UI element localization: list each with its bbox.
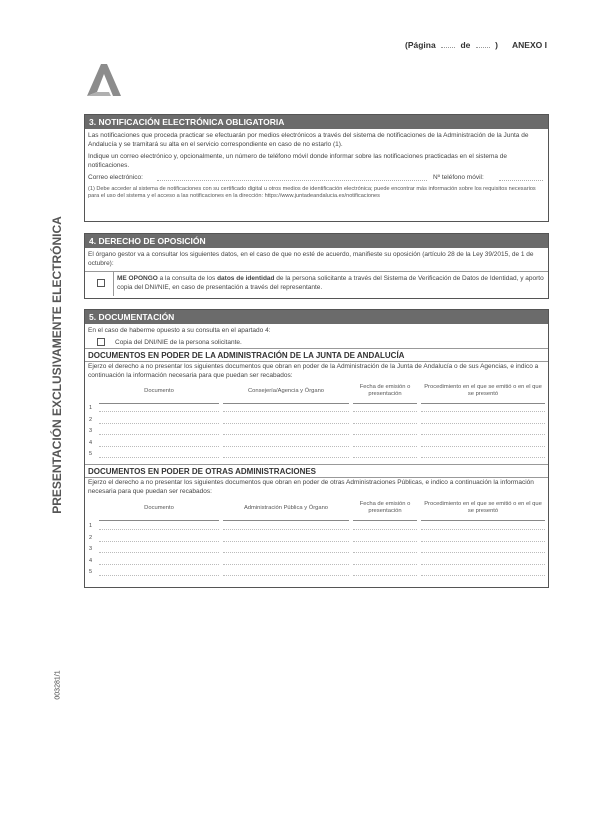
row-field[interactable] [421, 529, 545, 530]
junta-documents-block [85, 348, 548, 464]
col-procedimiento: Procedimiento en el que se emitió o en el que se presentó [424, 384, 542, 397]
section-title: 4. DERECHO DE OPOSICIÓN [85, 234, 548, 248]
row-field[interactable] [99, 434, 219, 435]
row-field[interactable] [99, 564, 219, 565]
pagina-label: (Página [405, 40, 436, 50]
row-field[interactable] [421, 446, 545, 447]
anexo-label: ANEXO I [512, 40, 547, 50]
row-field[interactable] [223, 552, 349, 553]
phone-label: Nº teléfono móvil: [433, 174, 484, 181]
row-field[interactable] [99, 457, 219, 458]
row-field[interactable] [353, 446, 417, 447]
junta-text: Ejerzo el derecho a no presentar los siguientes documentos que obran en poder de la Administración de la Junta de Andalucía o de sus Agencias, e indico a continuación la información necesaria para que puedan ser recabados: [85, 361, 548, 380]
row-field[interactable] [99, 446, 219, 447]
row-field[interactable] [223, 457, 349, 458]
row-number: 4 [89, 439, 93, 446]
oposicion-option [85, 271, 548, 296]
row-field[interactable] [223, 423, 349, 424]
documentacion-intro: En el caso de haberme opuesto a su consulta en el apartado 4: [88, 327, 271, 334]
row-field[interactable] [223, 541, 349, 542]
row-number: 2 [89, 534, 93, 541]
row-field[interactable] [353, 434, 417, 435]
otras-text: Ejerzo el derecho a no presentar los siguientes documentos que obran en poder de otras Administraciones Públicas, e indico a continuación la información necesaria para que puedan ser recabados: [85, 477, 548, 496]
row-field[interactable] [223, 564, 349, 565]
row-field[interactable] [421, 541, 545, 542]
row-field[interactable] [353, 552, 417, 553]
me-opongo-text: ME OPONGO a la consulta de los datos de identidad de la persona solicitante a través del Sistema de Verificación de Datos de Identidad, y aporto copia del DNI/NIE, en caso de presentación a través del representante. [117, 275, 544, 291]
section-documentacion [84, 309, 549, 588]
copy-dni-row [85, 336, 548, 348]
row-field[interactable] [223, 434, 349, 435]
section-oposicion [84, 233, 549, 299]
col-fecha: Fecha de emisión o presentación [359, 501, 411, 514]
oposicion-paragraph: El órgano gestor va a consultar los siguientes datos, en el caso de que no esté de acuerdo, manifieste su oposición (artículo 28 de la Ley 39/2015, de 1 de octubre): [88, 251, 534, 267]
email-field[interactable] [157, 174, 427, 181]
de-label: de [460, 40, 471, 50]
footnote: (1) Debe acceder al sistema de notificaciones con su certificado digital u otros medios de identificación electrónica; puede encontrar más información sobre los requisitos necesarios para el uso del sistema y el acceso a las notificaciones en la dirección: https://www.juntadeandalucia.es/notificaciones [88, 186, 536, 199]
row-field[interactable] [353, 457, 417, 458]
me-opongo-checkbox[interactable] [97, 279, 105, 287]
row-field[interactable] [353, 423, 417, 424]
phone-field[interactable] [499, 174, 543, 181]
col-consejeria: Consejería/Agencia y Órgano [247, 388, 325, 394]
page-number-header [405, 40, 498, 50]
row-field[interactable] [421, 411, 545, 412]
row-number: 4 [89, 557, 93, 564]
row-field[interactable] [223, 575, 349, 576]
row-field[interactable] [353, 529, 417, 530]
section-title: 5. DOCUMENTACIÓN [85, 310, 548, 324]
row-field[interactable] [421, 434, 545, 435]
row-field[interactable] [223, 529, 349, 530]
vertical-side-label: PRESENTACIÓN EXCLUSIVAMENTE ELECTRÓNICA [50, 216, 64, 514]
col-documento: Documento [144, 388, 174, 394]
notification-paragraph: Las notificaciones que proceda practicar se efectuarán por medios electrónicos a través del sistema de notificaciones de la Administración de la Junta de Andalucía y se tramitará su alta en el servicio correspondiente en caso de no estarlo (1). [88, 132, 529, 148]
col-administracion: Administración Pública y Órgano [243, 505, 329, 511]
row-field[interactable] [353, 411, 417, 412]
row-number: 3 [89, 428, 93, 434]
row-field[interactable] [421, 552, 545, 553]
otras-heading: DOCUMENTOS EN PODER DE OTRAS ADMINISTRACIONES [88, 467, 317, 476]
col-documento: Documento [144, 505, 174, 511]
row-number: 1 [89, 523, 93, 529]
otras-documents-block [85, 464, 548, 583]
row-field[interactable] [223, 411, 349, 412]
row-field[interactable] [353, 541, 417, 542]
row-field[interactable] [99, 541, 219, 542]
row-field[interactable] [99, 529, 219, 530]
row-field[interactable] [421, 564, 545, 565]
row-field[interactable] [353, 564, 417, 565]
junta-heading: DOCUMENTOS EN PODER DE LA ADMINISTRACIÓN DE LA JUNTA DE ANDALUCÍA [85, 348, 548, 361]
row-number: 5 [89, 451, 93, 457]
copy-dni-label: Copia del DNI/NIE de la persona solicitante. [115, 339, 242, 346]
row-number: 2 [89, 416, 93, 423]
contact-row [85, 173, 548, 183]
row-field[interactable] [223, 446, 349, 447]
page-number-field[interactable] [441, 47, 455, 48]
row-field[interactable] [99, 423, 219, 424]
row-field[interactable] [353, 575, 417, 576]
row-field[interactable] [99, 575, 219, 576]
row-field[interactable] [421, 423, 545, 424]
junta-logo-icon [83, 62, 123, 98]
notification-instructions: Indique un correo electrónico y, opcionalmente, un número de teléfono móvil donde informar sobre las notificaciones practicadas en el sistema de notificaciones. [88, 153, 508, 169]
row-field[interactable] [421, 575, 545, 576]
page-total-field[interactable] [476, 47, 490, 48]
row-number: 3 [89, 546, 93, 552]
row-field[interactable] [99, 552, 219, 553]
form-code: 003281/1 [54, 670, 62, 700]
row-field[interactable] [421, 457, 545, 458]
col-fecha: Fecha de emisión o presentación [359, 384, 411, 397]
email-label: Correo electrónico: [88, 174, 143, 181]
section-title: 3. NOTIFICACIÓN ELECTRÓNICA OBLIGATORIA [85, 115, 548, 129]
section-notificacion [84, 114, 549, 222]
close-paren: ) [495, 40, 498, 50]
row-number: 1 [89, 405, 93, 411]
copy-dni-checkbox[interactable] [97, 338, 105, 346]
row-number: 5 [89, 569, 93, 575]
row-field[interactable] [99, 411, 219, 412]
col-procedimiento: Procedimiento en el que se emitió o en el que se presentó [424, 501, 542, 514]
